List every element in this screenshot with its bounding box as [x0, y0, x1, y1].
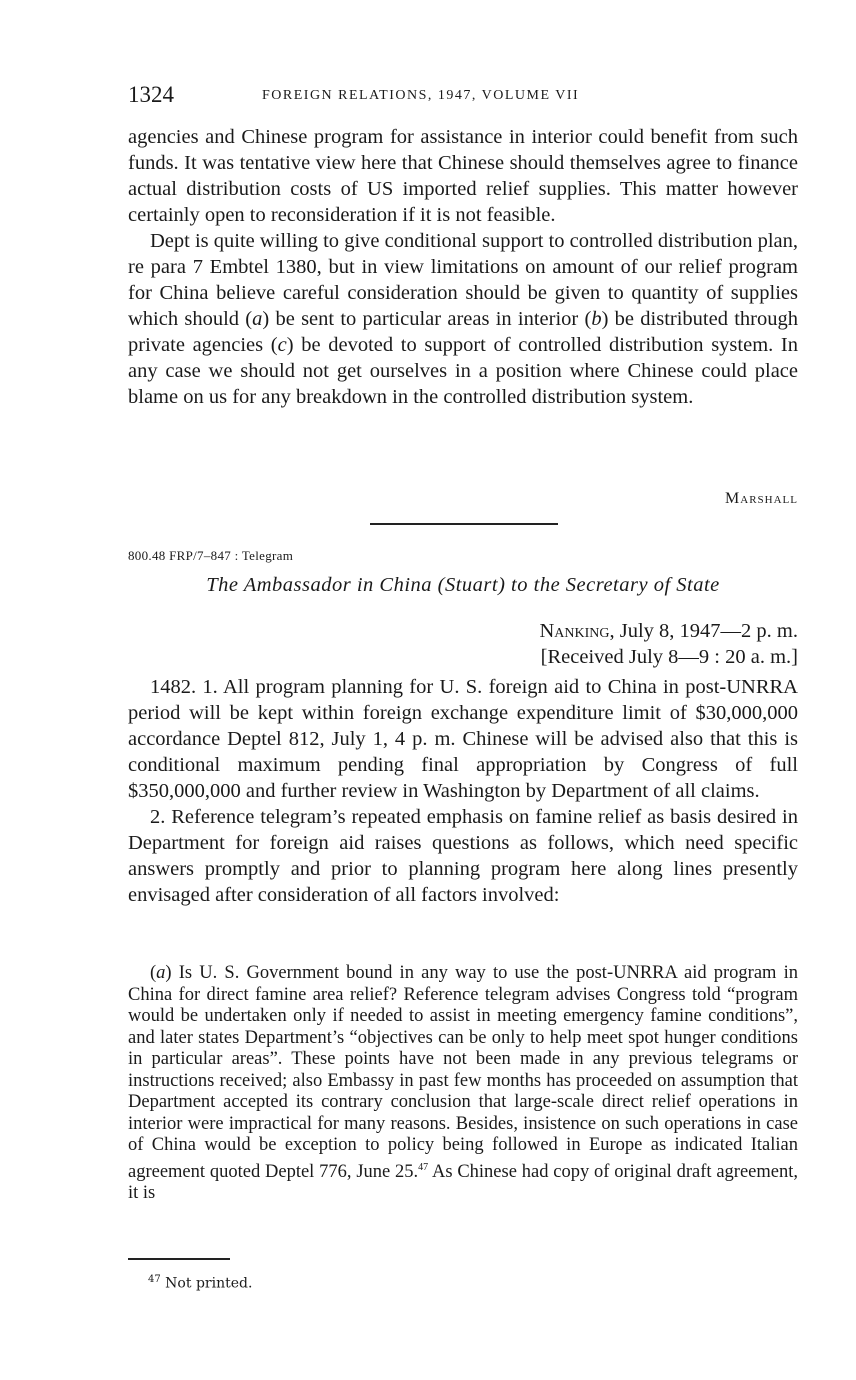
file-reference: 800.48 FRP/7–847 : Telegram: [128, 548, 294, 563]
continuation-paragraph-1: agencies and Chinese program for assistance in interior could benefit from such funds. It was tentative view here that Chinese should themselves agree to finance actual distribution costs of US imported relief supplies. This matter however certainly open to reconsideration if it is not feasible.: [128, 126, 798, 226]
continuation-section: [128, 124, 798, 410]
document-title: The Ambassador in China (Stuart) to the Secretary of State: [206, 574, 720, 596]
running-head: FOREIGN RELATIONS, 1947, VOLUME VII: [262, 88, 580, 103]
telegram-body: [128, 674, 798, 908]
sent-line: Nanking, July 8, 1947—2 p. m.: [539, 620, 798, 642]
section-divider: [370, 523, 558, 525]
telegram-paragraph-2: 2. Reference telegram’s repeated emphasis on famine relief as basis desired in Department for foreign aid raises questions as follows, which need specific answers promptly and prior to planning program here along lines presently envisaged after consideration of all factors involved:: [128, 806, 798, 906]
continuation-paragraph-2: Dept is quite willing to give conditional support to controlled distribution plan, re para 7 Embtel 1380, but in view limitations on amount of our relief program for China believe careful consideration should be given to quantity of supplies which should (a) be sent to particular areas in interior (b) be distributed through private agencies (c) be devoted to support of controlled distribution system. In any case we should not get ourselves in a position where Chinese could place blame on us for any breakdown in the controlled distribution system.: [128, 230, 798, 408]
received-line: [Received July 8—9 : 20 a. m.]: [540, 646, 798, 668]
question-a-paragraph: (a) Is U. S. Government bound in any way to use the post-UNRRA aid program in China for direct famine area relief? Reference telegram advises Congress told “program would be undertaken only if needed to assist in meeting emergency famine conditions”, and later states Department’s “objectives can be only to help meet spot hunger conditions in particular areas”. These points have not been made in any previous telegrams or instructions received; also Embassy in past few months has proceeded on assumption that Department accepted its contrary conclusion that large-scale direct relief operations in interior were impractical for many reasons. Besides, insistence on such operations in case of China would be exception to policy being followed in Europe as indicated Italian agreement quoted Deptel 776, June 25.47 As Chinese had copy of original draft agreement, it is: [128, 963, 798, 1204]
footnote: [148, 1274, 252, 1292]
dateline: [128, 618, 798, 670]
footnote-divider: [128, 1258, 230, 1260]
footnote-number: 47: [148, 1274, 161, 1285]
signature-marshall: Marshall: [725, 490, 798, 507]
telegram-paragraph-1: 1482. 1. All program planning for U. S. foreign aid to China in post-UNRRA period will be kept within foreign exchange expenditure limit of $30,000,000 accordance Deptel 812, July 1, 4 p. m. Chinese will be advised also that this is conditional maximum pending final appropriation by Congress of full $350,000,000 and further review in Washington by Department of all claims.: [128, 676, 798, 802]
question-a-block: [128, 963, 798, 1205]
footnote-text: Not printed.: [160, 1275, 253, 1292]
place-name: Nanking: [539, 620, 610, 642]
page-number: 1324: [128, 82, 174, 107]
page-header: [128, 82, 798, 112]
footnote-marker: 47: [418, 1161, 429, 1173]
